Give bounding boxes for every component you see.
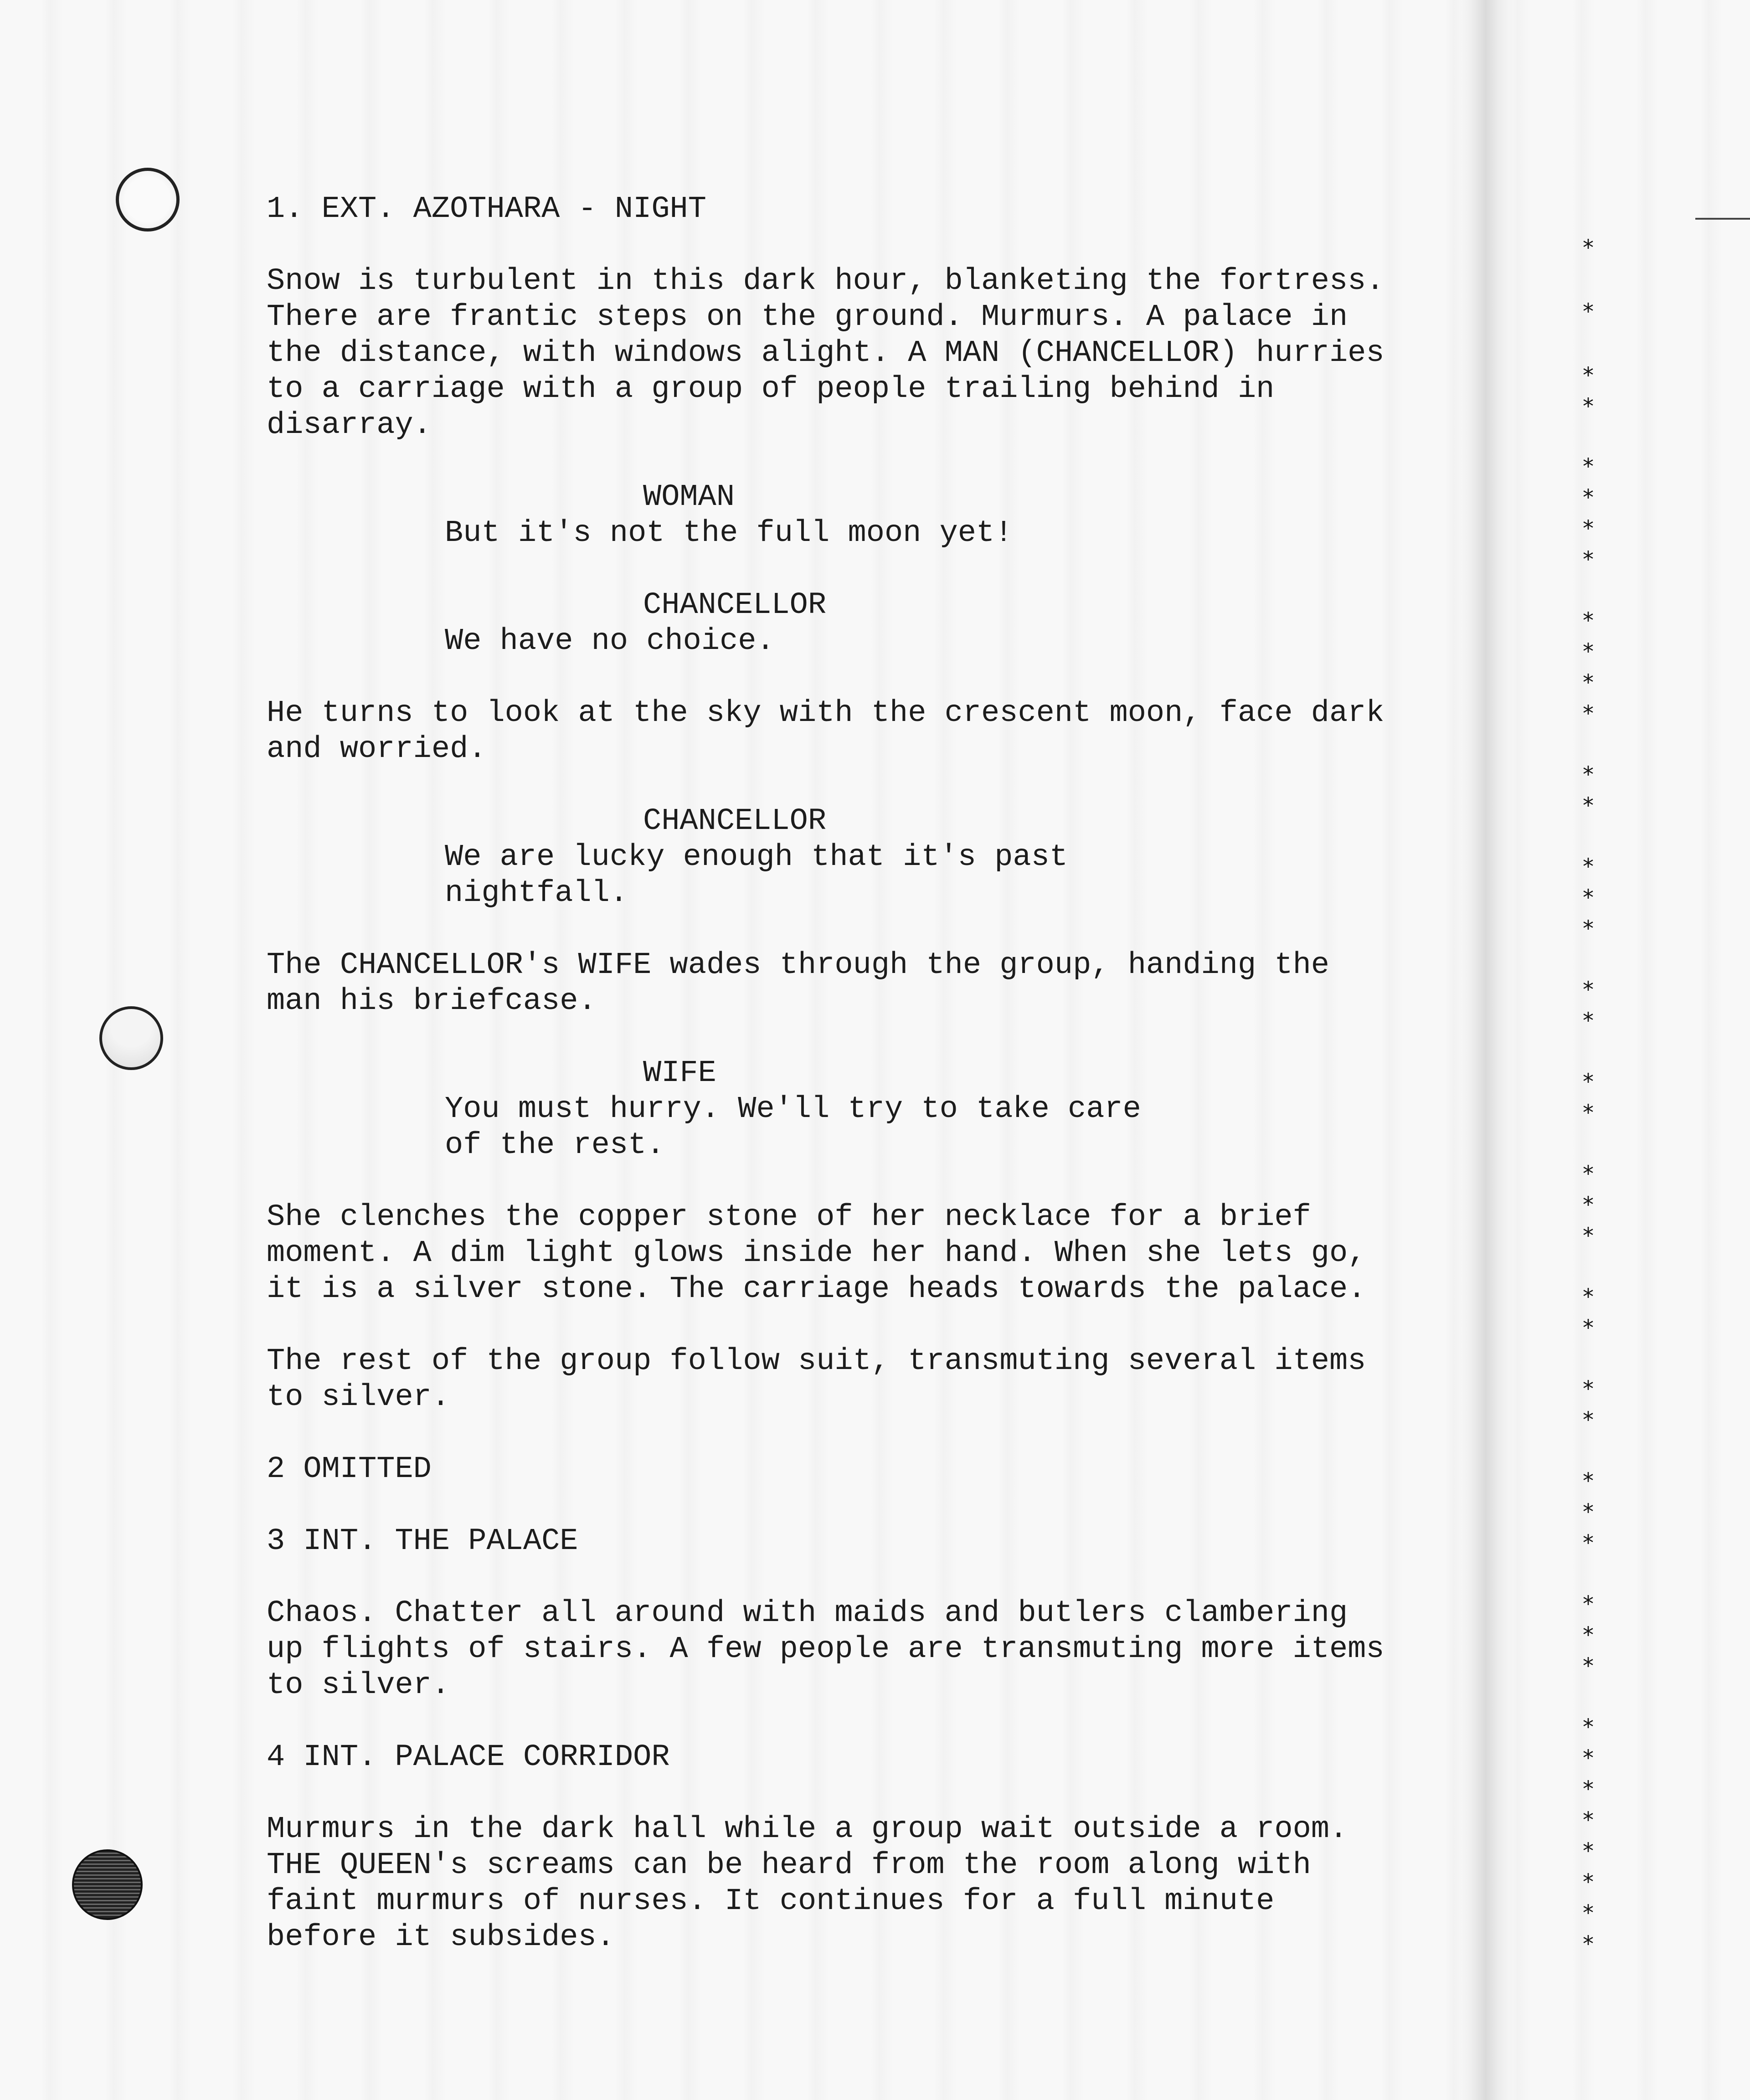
revision-asterisk: * — [1583, 394, 1594, 419]
revision-asterisk: * — [1583, 977, 1594, 1003]
revision-asterisk: * — [1583, 1499, 1594, 1525]
revision-asterisk: * — [1583, 1530, 1594, 1556]
revision-asterisk: * — [1583, 854, 1594, 880]
revision-asterisk: * — [1583, 1838, 1594, 1864]
script-action-line: to silver. — [267, 1380, 450, 1415]
script-character-line: WIFE — [643, 1056, 716, 1091]
script-action-line: moment. A dim light glows inside her hand. When she lets go, — [267, 1236, 1366, 1271]
revision-asterisk: * — [1583, 235, 1594, 261]
script-action-line: There are frantic steps on the ground. Murmurs. A palace in — [267, 300, 1348, 335]
script-blank-line — [267, 1776, 1497, 1812]
script-body — [267, 191, 1497, 1956]
revision-asterisk: * — [1583, 1100, 1594, 1126]
script-action-line: disarray. — [267, 408, 432, 443]
script-dialogue-line: We are lucky enough that it's past — [445, 840, 1068, 875]
script-blank-line — [267, 911, 1497, 947]
script-dialogue-line: You must hurry. We'll try to take care — [445, 1092, 1141, 1127]
script-action-line: The CHANCELLOR's WIFE wades through the group, handing the — [267, 948, 1329, 983]
revision-asterisk: * — [1583, 1591, 1594, 1617]
revision-asterisk: * — [1583, 1069, 1594, 1095]
revision-asterisk: * — [1583, 1869, 1594, 1895]
script-heading-line: 4 INT. PALACE CORRIDOR — [267, 1740, 670, 1775]
script-blank-line — [267, 767, 1497, 803]
script-blank-line — [267, 551, 1497, 587]
script-blank-line — [267, 659, 1497, 695]
revision-asterisk: * — [1583, 299, 1594, 324]
script-action-line: She clenches the copper stone of her necklace for a brief — [267, 1200, 1311, 1235]
revision-asterisk: * — [1583, 1622, 1594, 1648]
script-action-line: THE QUEEN's screams can be heard from the room along with — [267, 1848, 1311, 1883]
revision-asterisk: * — [1583, 916, 1594, 942]
revision-asterisk: * — [1583, 885, 1594, 911]
script-blank-line — [267, 1560, 1497, 1596]
revision-asterisk: * — [1583, 1223, 1594, 1249]
script-blank-line — [267, 1704, 1497, 1740]
revision-asterisk: * — [1583, 1745, 1594, 1771]
script-action-line: man his briefcase. — [267, 984, 597, 1019]
script-blank-line — [267, 1488, 1497, 1524]
revision-marks-column — [1575, 0, 1602, 2100]
revision-asterisk: * — [1583, 1284, 1594, 1310]
script-action-line: before it subsides. — [267, 1920, 615, 1955]
script-blank-line — [267, 1163, 1497, 1199]
script-dialogue-line: nightfall. — [445, 876, 628, 911]
binder-hole-middle — [99, 1006, 163, 1070]
script-blank-line — [267, 1019, 1497, 1055]
binder-hole-top — [116, 168, 180, 232]
script-dialogue-line: But it's not the full moon yet! — [445, 516, 1013, 551]
revision-asterisk: * — [1583, 1468, 1594, 1494]
script-dialogue-line: We have no choice. — [445, 624, 775, 659]
script-action-line: Murmurs in the dark hall while a group wait outside a room. — [267, 1812, 1348, 1847]
script-action-line: Snow is turbulent in this dark hour, blanketing the fortress. — [267, 264, 1385, 299]
script-heading-line: 1. EXT. AZOTHARA - NIGHT — [267, 192, 706, 226]
revision-asterisk: * — [1583, 547, 1594, 572]
revision-asterisk: * — [1583, 485, 1594, 510]
revision-asterisk: * — [1583, 1161, 1594, 1187]
script-heading-line: 3 INT. THE PALACE — [267, 1524, 578, 1559]
revision-asterisk: * — [1583, 1315, 1594, 1341]
revision-asterisk: * — [1583, 1714, 1594, 1740]
revision-asterisk: * — [1583, 762, 1594, 788]
revision-asterisk: * — [1583, 1776, 1594, 1802]
revision-asterisk: * — [1583, 639, 1594, 664]
script-action-line: to silver. — [267, 1668, 450, 1703]
script-action-line: faint murmurs of nurses. It continues for a full minute — [267, 1884, 1275, 1919]
script-blank-line — [267, 1307, 1497, 1343]
revision-asterisk: * — [1583, 1900, 1594, 1926]
revision-asterisk: * — [1583, 363, 1594, 388]
script-action-line: up flights of stairs. A few people are transmuting more items — [267, 1632, 1385, 1667]
revision-asterisk: * — [1583, 608, 1594, 633]
script-character-line: WOMAN — [643, 480, 735, 515]
revision-asterisk: * — [1583, 1807, 1594, 1833]
revision-asterisk: * — [1583, 1407, 1594, 1433]
script-action-line: to a carriage with a group of people trailing behind in — [267, 372, 1275, 407]
script-heading-line: 2 OMITTED — [267, 1452, 432, 1487]
revision-asterisk: * — [1583, 1008, 1594, 1034]
script-action-line: and worried. — [267, 732, 487, 767]
binder-hole-bottom — [72, 1849, 143, 1920]
revision-asterisk: * — [1583, 454, 1594, 479]
page-edge-mark — [1695, 218, 1750, 220]
script-character-line: CHANCELLOR — [643, 804, 827, 839]
script-action-line: He turns to look at the sky with the crescent moon, face dark — [267, 696, 1385, 731]
revision-asterisk: * — [1583, 701, 1594, 726]
script-action-line: The rest of the group follow suit, transmuting several items — [267, 1344, 1366, 1379]
script-blank-line — [267, 227, 1497, 263]
revision-asterisk: * — [1583, 1192, 1594, 1218]
script-action-line: Chaos. Chatter all around with maids and butlers clambering — [267, 1596, 1348, 1631]
revision-asterisk: * — [1583, 1653, 1594, 1679]
script-dialogue-line: of the rest. — [445, 1128, 665, 1163]
revision-asterisk: * — [1583, 516, 1594, 541]
script-action-line: it is a silver stone. The carriage heads towards the palace. — [267, 1272, 1366, 1307]
script-blank-line — [267, 1415, 1497, 1451]
script-character-line: CHANCELLOR — [643, 588, 827, 623]
revision-asterisk: * — [1583, 1931, 1594, 1957]
revision-asterisk: * — [1583, 793, 1594, 818]
script-action-line: the distance, with windows alight. A MAN (CHANCELLOR) hurries — [267, 336, 1385, 371]
revision-asterisk: * — [1583, 1376, 1594, 1402]
script-blank-line — [267, 443, 1497, 479]
revision-asterisk: * — [1583, 670, 1594, 695]
